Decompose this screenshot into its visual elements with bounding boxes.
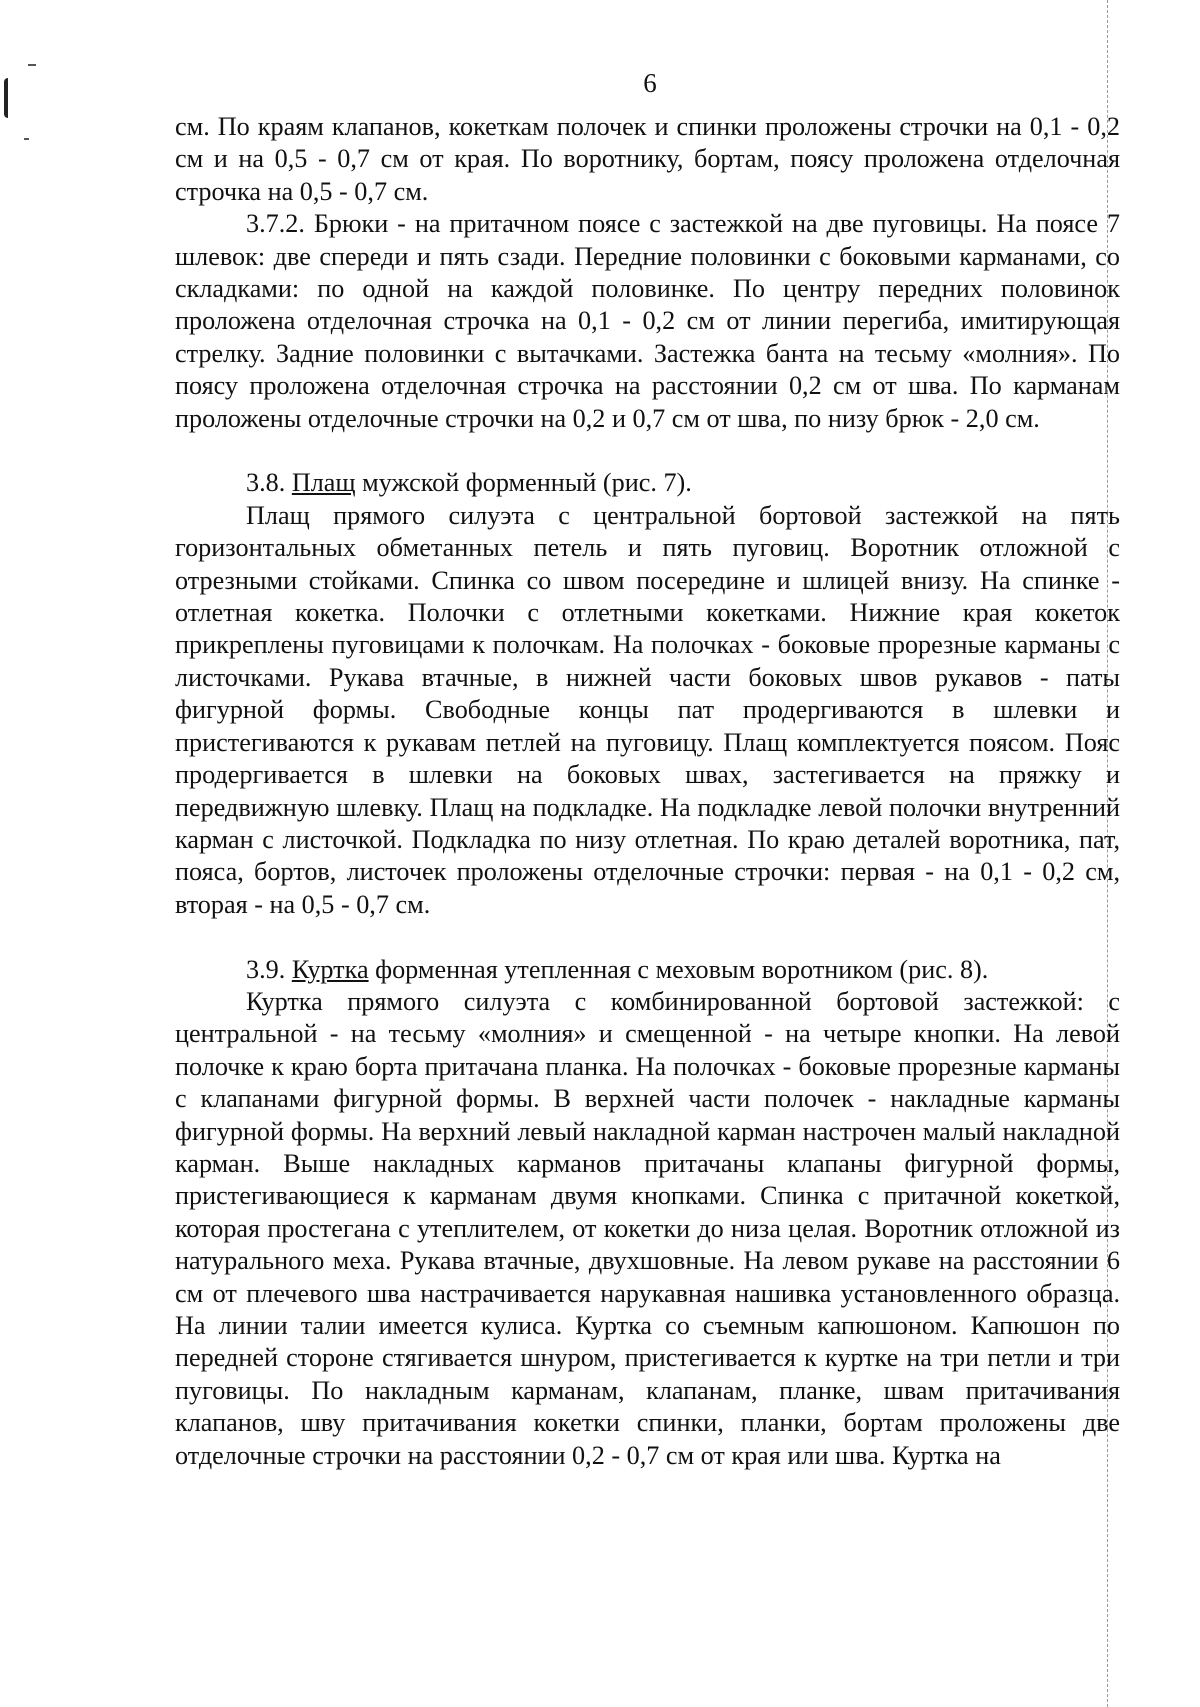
raincoat-title-rest: мужской форменный (рис. 7). [362, 468, 692, 498]
jacket-title-rest: форменная утепленная с меховым воротником (рис. 8). [375, 954, 989, 984]
jacket-heading [175, 954, 1120, 986]
jacket-number: 3.9. [246, 954, 286, 984]
scan-tick [28, 64, 36, 66]
raincoat-keyword: Плащ [291, 468, 356, 498]
jacket-paragraph: Куртка прямого силуэта с комбинированной бортовой застежкой: с центральной - на тесьму «молния» и смещенной - на четыре кнопки. На левой полочке к краю борта притачана планка. На полочках - боковые прорезные карманы с клапанами фигурной формы. В верхней части полочек - накладные карманы фигурной формы. На верхний левый накладной карман настрочен малый накладной карман. Выше накладных карманов притачаны клапаны фигурной формы, пристегивающиеся к карманам двумя кнопками. Спинка с притачной кокеткой, которая простегана с утеплителем, от кокетки до низа целая. Воротник отложной из натурального меха. Рукава втачные, двухшовные. На левом рукаве на расстоянии 6 см от плечевого шва настрачивается нарукавная нашивка установленного образца. На линии талии имеется кулиса. Куртка со съемным капюшоном. Капюшон по передней стороне стягивается шнуром, пристегивается к куртке на три петли и три пуговицы. По накладным карманам, клапанам, планке, швам притачивания клапанов, шву притачивания кокетки спинки, планки, бортам проложены две отделочные строчки на расстоянии 0,2 - 0,7 см от края или шва. Куртка на [175, 986, 1120, 1470]
raincoat-heading [175, 467, 1120, 499]
trousers-paragraph: 3.7.2. Брюки - на притачном поясе с застежкой на две пуговицы. На поясе 7 шлевок: две спереди и пять сзади. Передние половинки с боковыми карманами, со складками: по одной на каждой половинке. По центру передних половинок проложена отделочная строчка на 0,1 - 0,2 см от линии перегиба, имитирующая стрелку. Задние половинки с вытачками. Застежка банта на тесьму «молния». По поясу проложена отделочная строчка на расстоянии 0,2 см от шва. По карманам проложены отделочные строчки на 0,2 и 0,7 см от шва, по низу брюк - 2,0 см. [175, 209, 1120, 433]
paragraph-gap [175, 435, 1120, 467]
raincoat-paragraph: Плащ прямого силуэта с центральной бортовой застежкой на пять горизонтальных обметанных петель и пять пуговиц. Воротник отложной с отрезными стойками. Спинка со швом посередине и шлицей внизу. На спинке - отлетная кокетка. Полочки с отлетными кокетками. Нижние края кокеток прикреплены пуговицами к полочкам. На полочках - боковые прорезные карманы с листочками. Рукава втачные, в нижней части боковых швов рукавов - паты фигурной формы. Свободные концы пат продергиваются в шлевки и пристегиваются к рукавам петлей на пуговицу. Плащ комплектуется поясом. Пояс продергивается в шлевки на боковых швах, застегивается на пряжку и передвижную шлевку. Плащ на подкладке. На подкладке левой полочки внутренний карман с листочкой. Подкладка по низу отлетная. По краю деталей воротника, пат, пояса, бортов, листочек проложены отделочные строчки: первая - на 0,1 - 0,2 см, вторая - на 0,5 - 0,7 см. [175, 500, 1120, 919]
continuation-paragraph: см. По краям клапанов, кокеткам полочек и спинки проложены строчки на 0,1 - 0,2 см и на 0,5 - 0,7 см от края. По воротнику, бортам, поясу проложена отделочная строчка на 0,5 - 0,7 см. [175, 112, 1120, 206]
page-number: 6 [643, 68, 657, 98]
document-body [175, 111, 1120, 1472]
jacket-keyword: Куртка [291, 954, 369, 984]
raincoat-number: 3.8. [246, 468, 286, 498]
paragraph-gap [175, 921, 1120, 953]
scan-tick [24, 138, 29, 140]
